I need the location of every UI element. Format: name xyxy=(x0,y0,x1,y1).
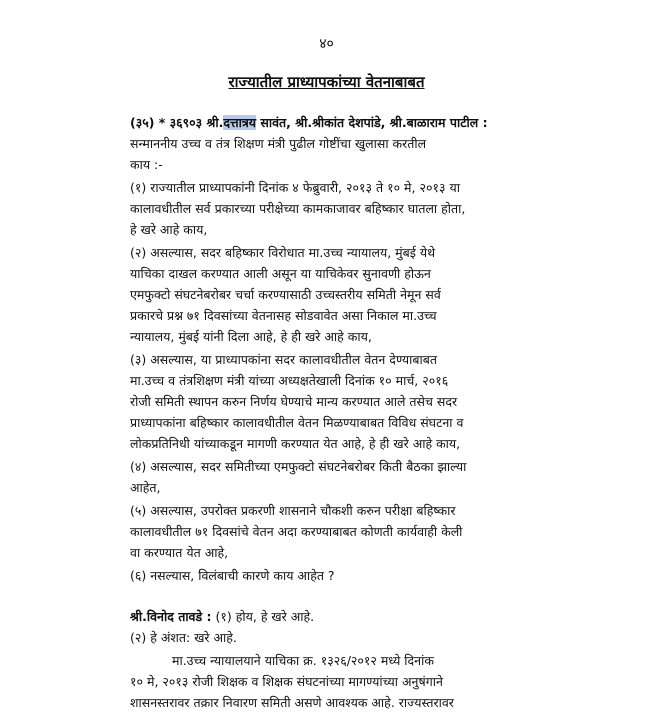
question-item-5-line: कालावधीतील ७१ दिवसांचे वेतन अदा करण्याबाबत कोणती कार्यवाही केली xyxy=(130,524,463,539)
question-item-3-line: मा.उच्च व तंत्रशिक्षण मंत्री यांच्या अध्यक्षतेखाली दिनांक १० मार्च, २०१६ xyxy=(130,373,449,388)
question-item-3-line: (३) असल्यास, या प्राध्यापकांना सदर कालावधीतील वेतन देण्याबाबत xyxy=(130,352,438,367)
question-header-suffix: सावंत, श्री.श्रीकांत देशपांडे, श्री.बाळाराम पाटील : xyxy=(256,115,488,130)
question-intro-line: सन्माननीय उच्च व तंत्र शिक्षण मंत्री पुढील गोष्टींचा खुलासा करतील xyxy=(130,136,427,151)
question-item-3-line: प्राध्यापकांना बहिष्कार कालावधीतील वेतन मिळण्याबाबत विविध संघटना व xyxy=(130,415,464,430)
question-item-3-line: लोकप्रतिनिधी यांच्याकडून मागणी करण्यात येत आहे, हे ही खरे आहे काय, xyxy=(130,436,461,451)
question-item-1-line: हे खरे आहे काय, xyxy=(130,222,208,237)
question-intro-line: काय :- xyxy=(130,157,163,172)
question-item-5-line: वा करण्यात येत आहे, xyxy=(130,545,229,560)
question-item-2-line: न्यायालय, मुंबई यांनी दिला आहे, हे ही खरे आहे काय, xyxy=(130,329,372,344)
question-header xyxy=(130,112,530,133)
question-item-1-line: (१) राज्यातील प्राध्यापकांनी दिनांक ४ फेब्रुवारी, २०१३ ते १० मे, २०१३ या xyxy=(130,180,460,195)
question-item-4-line: (४) असल्यास, सदर समितीच्या एमफुक्टो संघटनेबरोबर किती बैठका झाल्या xyxy=(130,459,467,474)
question-item-2-line: (२) असल्यास, सदर बहिष्कार विरोधात मा.उच्च न्यायालय, मुंबई येथे xyxy=(130,245,436,260)
document-heading: राज्यातील प्राध्यापकांच्या वेतनाबाबत xyxy=(228,73,425,91)
answer-item-2: (२) हे अंशत: खरे आहे. xyxy=(130,630,237,645)
question-item-4-line: आहेत, xyxy=(130,480,161,495)
answer-body-line: मा.उच्च न्यायालयाने याचिका क्र. १३२६/२०१२ मध्ये दिनांक xyxy=(172,653,434,668)
answer-first-line xyxy=(130,606,530,627)
answer-item-1: (१) होय, हे खरे आहे. xyxy=(211,609,315,624)
document-body xyxy=(130,112,530,713)
question-item-2-line: प्रकारचे प्रश्न ७१ दिवसांच्या वेतनासह सोडवावेत असा निकाल मा.उच्च xyxy=(130,308,437,323)
question-item-5-line: (५) असल्यास, उपरोक्त प्रकरणी शासनाने चौकशी करुन परीक्षा बहिष्कार xyxy=(130,503,456,518)
question-item-3-line: रोजी समिती स्थापन करुन निर्णय घेण्याचे मान्य करण्यात आले तसेच सदर xyxy=(130,394,458,409)
question-item-2-line: याचिका दाखल करण्यात आली असून या याचिकेवर सुनावणी होऊन xyxy=(130,266,431,281)
question-item-6-line: (६) नसल्यास, विलंबाची कारणे काय आहेत ? xyxy=(130,568,335,583)
question-header-prefix: (३५) * ३६९०३ श्री. xyxy=(130,115,224,130)
page-number: ४० xyxy=(319,36,334,52)
answer-body-line: शासनस्तरावर तक्रार निवारण समिती असणे आवश्यक आहे. राज्यस्तरावर xyxy=(130,695,454,710)
question-item-1-line: कालावधीतील सर्व प्रकारच्या परीक्षेच्या कामकाजावर बहिष्कार घातला होता, xyxy=(130,201,466,216)
answer-body-line: १० मे, २०१३ रोजी शिक्षक व शिक्षक संघटनांच्या मागण्यांच्या अनुषंगाने xyxy=(130,674,443,689)
answer-minister-label: श्री.विनोद तावडे : xyxy=(130,609,212,624)
question-item-2-line: एमफुक्टो संघटनेबरोबर चर्चा करण्यासाठी उच्चस्तरीय समिती नेमून सर्व xyxy=(130,287,441,302)
selected-text-highlight[interactable]: दत्तात्रय xyxy=(223,115,257,130)
